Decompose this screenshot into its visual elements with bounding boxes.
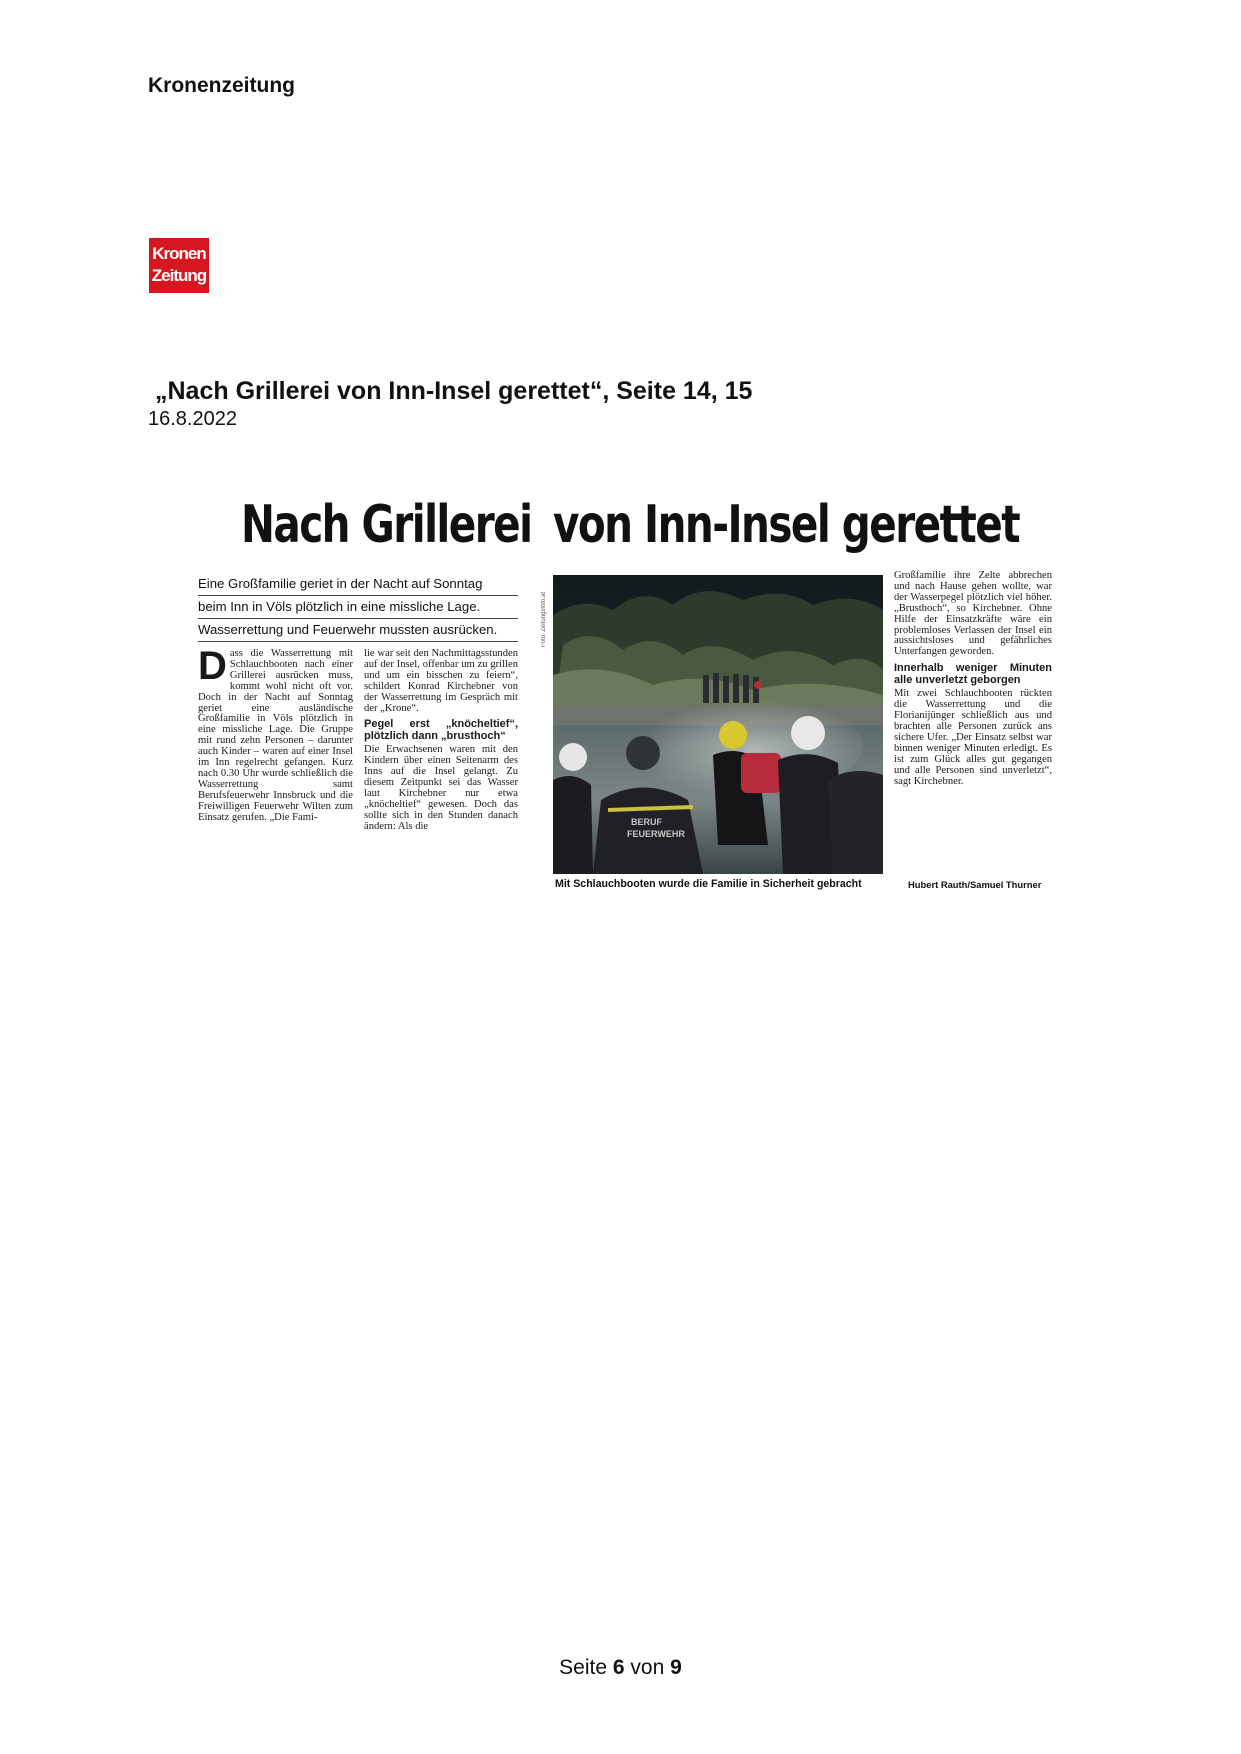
headline-left: Nach Grillerei [241, 495, 532, 555]
lead-box [198, 573, 518, 642]
kronen-zeitung-logo [149, 238, 209, 293]
rescue-scene-illustration [553, 575, 883, 874]
rescue-photo [553, 575, 883, 874]
article-column-3 [894, 571, 1052, 787]
article-column-1 [198, 644, 353, 824]
footer-prefix: Seite [559, 1656, 608, 1679]
newspaper-clipping [192, 495, 1054, 895]
article-date: 16.8.2022 [148, 408, 237, 430]
lead-line-2: beim Inn in Völs plötzlich in eine missliche Lage. [198, 596, 518, 619]
subheading-pegel: Pegel erst „knöcheltief“, plötzlich dann „brusthoch“ [364, 718, 518, 743]
footer-page-number: 6 [612, 1656, 625, 1679]
logo-line-2: Zeitung [151, 266, 207, 285]
headline-right: von Inn-Insel gerettet [553, 495, 1020, 555]
drop-cap: D [198, 644, 227, 688]
vest-text-1: BERUF [631, 817, 662, 827]
column-2-paragraph-2: Die Erwachsenen waren mit den Kindern über einen Seitenarm des Inns auf die Insel gelangt. Zu diesem Zeitpunkt sei das Wasser laut Kirchebner nur etwa „knöcheltief“ gewesen. Doch das sollte sich in den Stunden danach ändern: Als die [364, 744, 518, 832]
column-3-paragraph-1: Großfamilie ihre Zelte abbrechen und nach Hause gehen wollte, war der Wasserpegel plötzlich viel höher. „Brusthoch“, so Kirchebner. Ohne Hilfe der Einsatzkräfte wäre ein problemloses Verlassen der Insel ein aussichtsloses und gefährliches Unterfangen geworden. [894, 570, 1052, 658]
rescuer-right [828, 771, 883, 874]
vest-text-2: FEUERWEHR [627, 829, 685, 839]
column-2-paragraph-1: lie war seit den Nachmittagsstunden auf der Insel, offenbar um zu grillen und um ein bisschen zu feiern“, schildert Konrad Kirchebner von der Wasserrettung im Gespräch mit der „Krone“. [364, 648, 518, 714]
article-column-2 [364, 649, 518, 833]
photo-credit: Foto: Zeitungsfoto.at [541, 591, 547, 647]
lead-line-1: Eine Großfamilie geriet in der Nacht auf Sonntag [198, 573, 518, 596]
footer-middle: von [630, 1656, 665, 1679]
lead-line-3: Wasserrettung und Feuerwehr mussten ausrücken. [198, 619, 518, 642]
column-1-text: ass die Wasserrettung mit Schlauchbooten nach einer Grillerei ausrücken muss, kommt wohl nicht oft vor. Doch in der Nacht auf Sonntag geriet eine ausländische Großfamilie in Völs plötzlich in eine missliche Lage. Die Gruppe mit rund zehn Personen – darunter auch Kinder – waren auf einer Insel im Inn regelrecht gefangen. Kurz nach 0.30 Uhr wurde schließlich die Wasserrettung samt Berufsfeuerwehr Innsbruck und die Freiwilligen Feuerwehr Wilten zum Einsatz gerufen. „Die Fami- [198, 648, 353, 823]
column-3-paragraph-2: Mit zwei Schlauchbooten rückten die Wasserrettung und die Florianijünger schließlich aus und brachten alle Personen zurück ans sichere Ufer. „Der Einsatz selbst war binnen weniger Minuten erledigt. Es ist zum Glück alles gut gegangen und alle Personen sind unverletzt“, sagt Kirchebner. [894, 688, 1052, 787]
publication-name: Kronenzeitung [148, 74, 295, 97]
page-footer [0, 1656, 1241, 1680]
subheading-minuten: Innerhalb weniger Minuten alle unverletzt geborgen [894, 662, 1052, 687]
logo-line-1: Kronen [152, 244, 206, 263]
footer-total-pages: 9 [670, 1656, 682, 1679]
article-reference-title: „Nach Grillerei von Inn-Insel gerettet“, Seite 14, 15 [155, 377, 753, 405]
article-authors: Hubert Rauth/Samuel Thurner [908, 879, 1042, 890]
photo-caption: Mit Schlauchbooten wurde die Familie in Sicherheit gebracht [555, 878, 862, 890]
